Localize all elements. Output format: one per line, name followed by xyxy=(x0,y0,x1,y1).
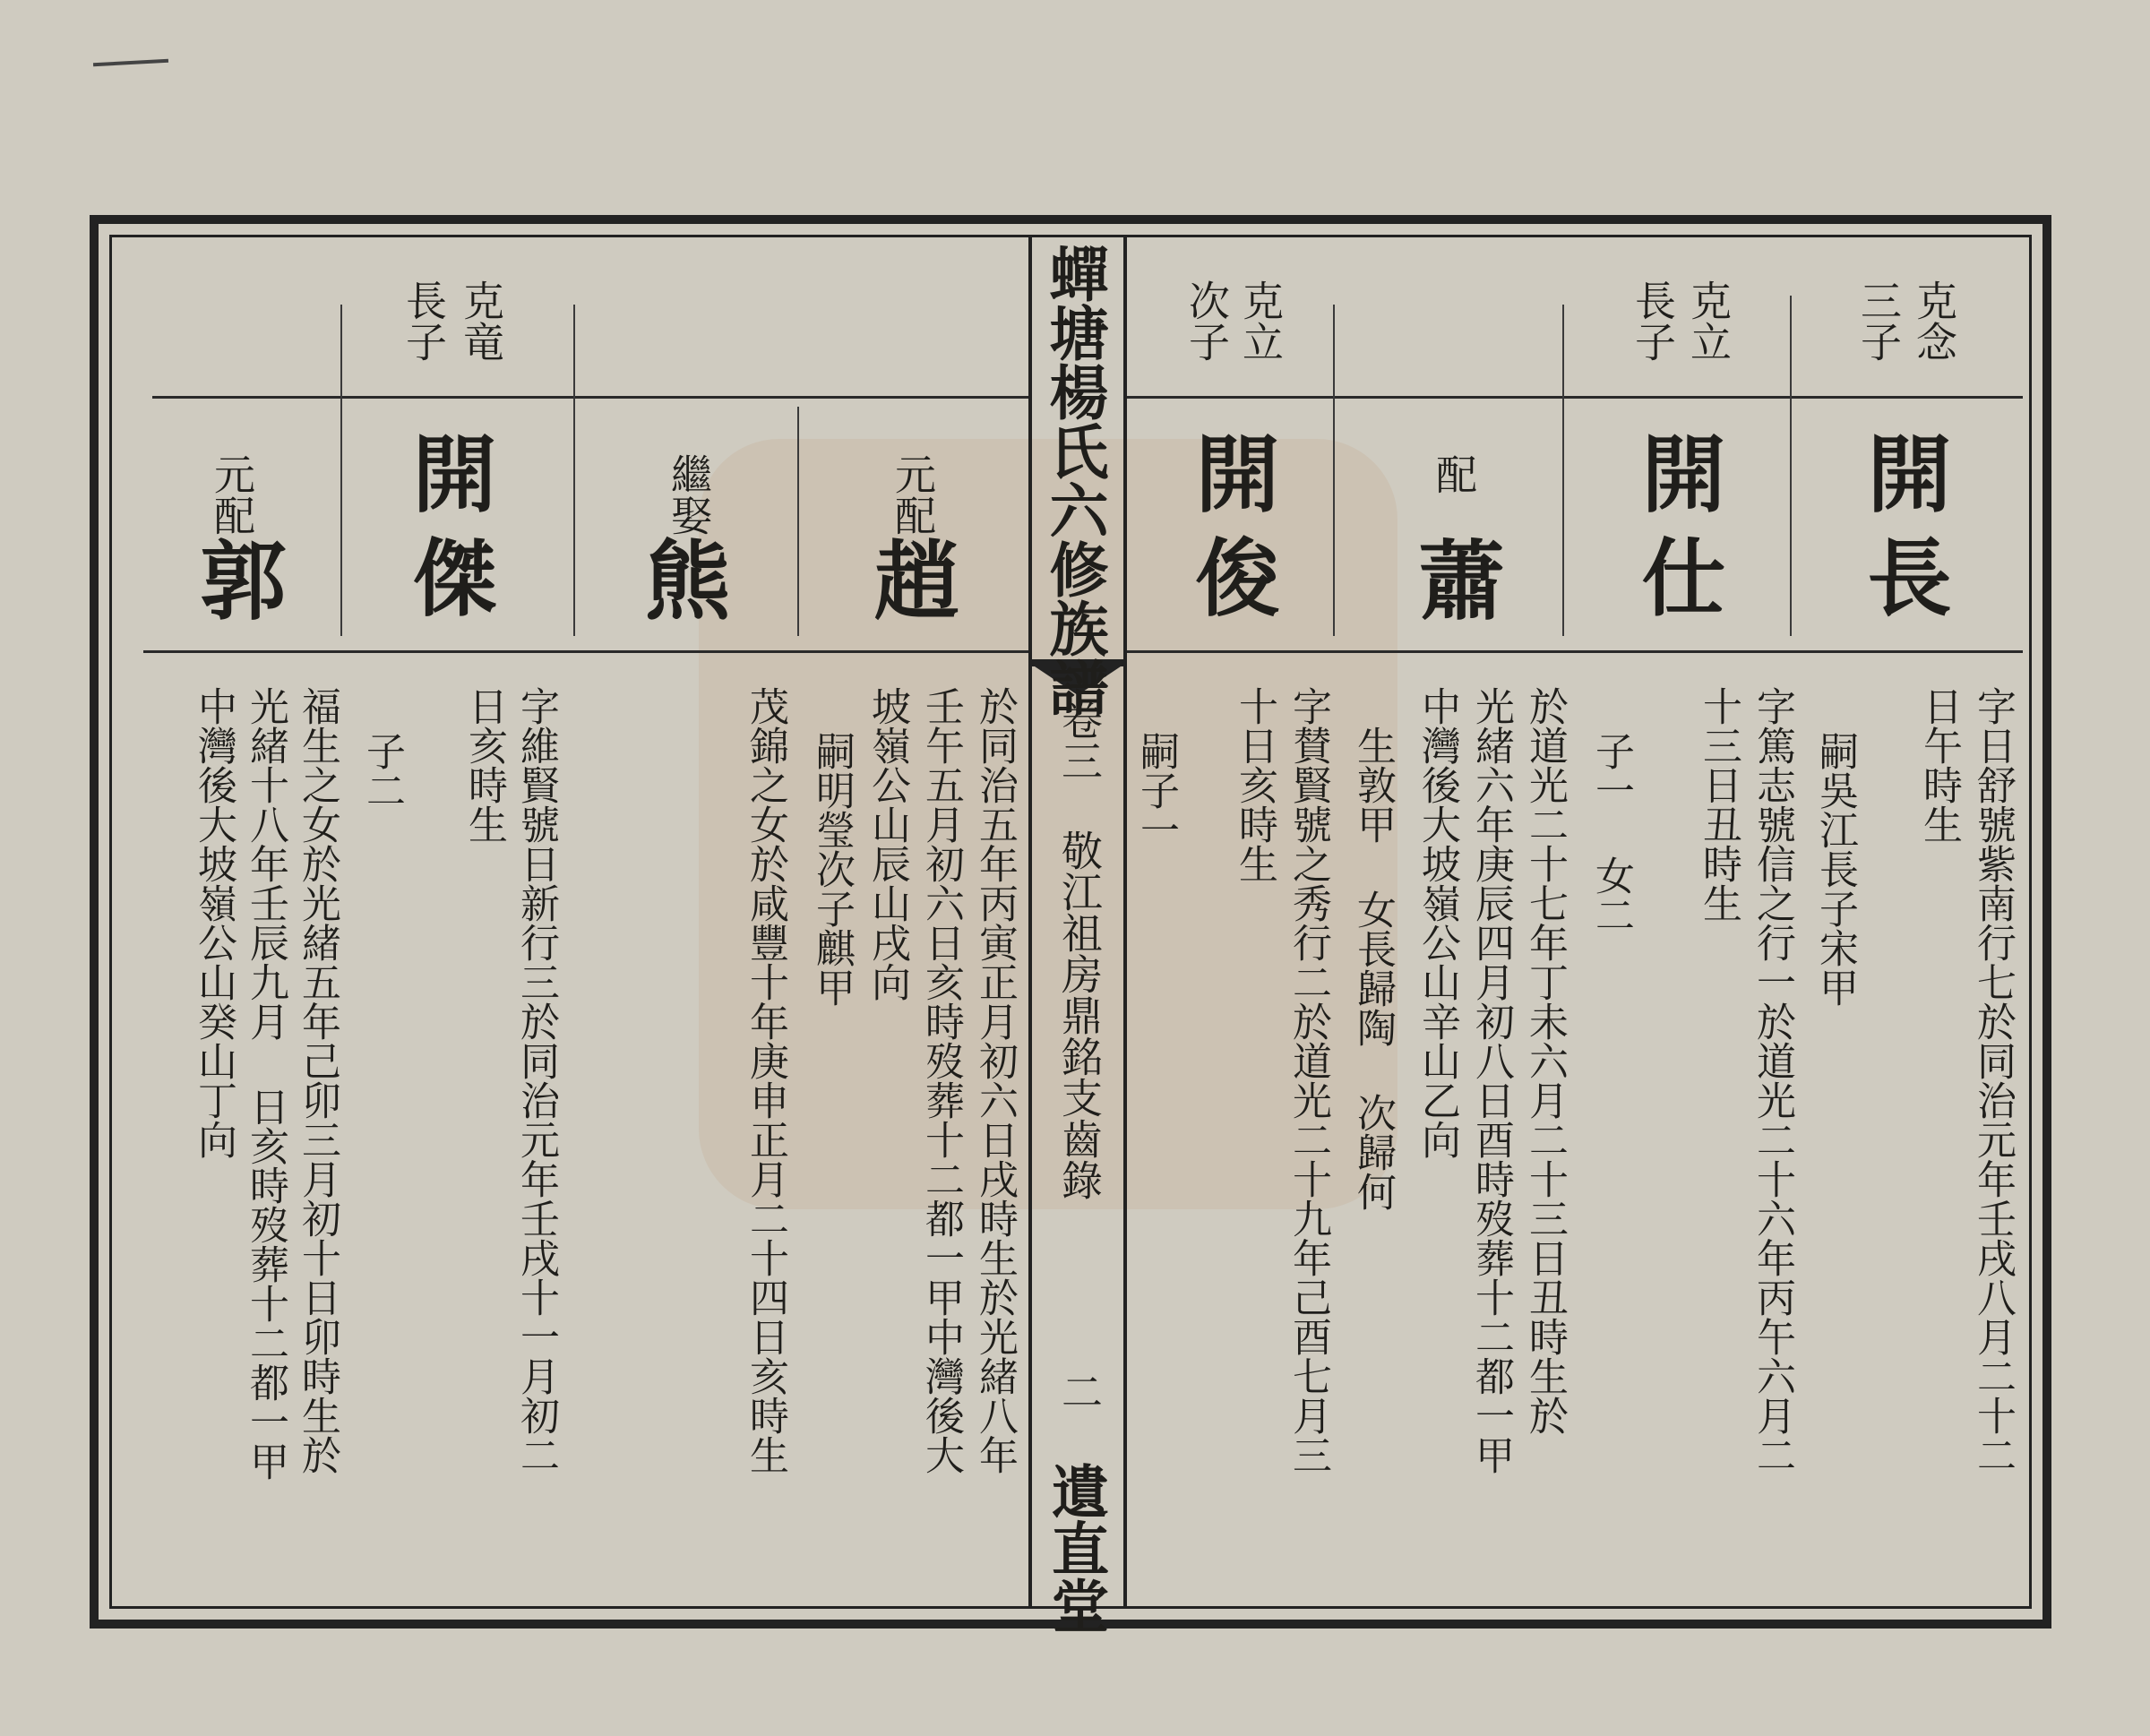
record-line: 子二 xyxy=(359,731,405,810)
record-line: 十三日丑時生 xyxy=(1696,686,1742,923)
record-line: 字賛賢號之秀行二於道光二十九年己酉七月三 xyxy=(1286,686,1331,1474)
section-label: 卷三 敬江祖房鼎銘支齒錄 xyxy=(1055,699,1104,1200)
member-name-kaichang: 開長 xyxy=(1853,430,1951,638)
relation-right-2b: 長子 xyxy=(1629,279,1677,362)
relation-left-1b: 長子 xyxy=(400,279,448,362)
record-line: 嗣子一 xyxy=(1133,731,1179,849)
record-line: 於同治五年丙寅正月初六日戌時生於光緒八年 xyxy=(972,686,1018,1474)
record-line: 於道光二十七年丁未六月二十三日丑時生於 xyxy=(1522,686,1568,1435)
record-line: 坡嶺公山辰山戌向 xyxy=(864,686,910,1001)
spouse-surname-2: 熊 xyxy=(631,536,732,622)
rule-mid-left xyxy=(143,650,1028,653)
spouse-label-2: 繼娶 xyxy=(665,453,713,536)
spouse-label-right-1: 配 xyxy=(1430,453,1478,494)
record-line: 字維賢號日新行三於同治元年壬戌十一月初二 xyxy=(513,686,559,1474)
rule-top-right xyxy=(1127,396,2023,399)
relation-right-3a: 克念 xyxy=(1910,279,1958,362)
record-line: 十日亥時生 xyxy=(1232,686,1277,883)
div-left-3 xyxy=(797,407,799,636)
member-name-kaijie: 開傑 xyxy=(398,430,496,638)
spouse-surname-3: 趙 xyxy=(860,536,961,622)
record-line: 福生之女於光緒五年己卯三月初十日卯時生於 xyxy=(295,686,340,1474)
hall-name: 遺直堂 xyxy=(1042,1462,1109,1634)
record-line: 光緒六年庚辰四月初八日酉時歿葬十二都一甲 xyxy=(1468,686,1514,1474)
corner-mark xyxy=(93,59,168,66)
record-line: 中灣後大坡嶺公山辛山乙向 xyxy=(1415,686,1460,1159)
member-name-kaishi: 開仕 xyxy=(1627,430,1725,638)
div-left-1 xyxy=(340,305,342,636)
record-line: 日亥時生 xyxy=(461,686,507,844)
record-line: 茂錦之女於咸豐十年庚申正月二十四日亥時生 xyxy=(743,686,788,1474)
record-line: 嗣明瑩次子麒甲 xyxy=(809,731,855,1007)
record-line: 日午時生 xyxy=(1916,686,1962,844)
spouse-label-1: 元配 xyxy=(208,453,256,536)
div-right-2 xyxy=(1562,305,1564,636)
relation-right-3b: 三子 xyxy=(1854,279,1903,362)
record-line: 字日舒號紫南行七於同治元年壬戌八月二十二 xyxy=(1970,686,2016,1474)
spouse-surname-right-1: 蕭 xyxy=(1405,536,1506,622)
record-line: 生敦甲 女長歸陶 次歸何 xyxy=(1350,726,1396,1211)
record-line: 中灣後大坡嶺公山癸山丁向 xyxy=(191,686,236,1159)
spouse-surname-1: 郭 xyxy=(186,536,288,622)
record-line: 光緒十八年壬辰九月 日亥時歿葬十二都一甲 xyxy=(243,686,288,1481)
relation-left-1a: 克竜 xyxy=(457,279,505,362)
rule-mid-right xyxy=(1127,650,2023,653)
rule-top-left xyxy=(152,396,1028,399)
relation-right-1b: 次子 xyxy=(1182,279,1231,362)
member-name-kaijun: 開俊 xyxy=(1181,430,1279,638)
record-line: 嗣吳江長子宋甲 xyxy=(1812,731,1858,1007)
div-left-2 xyxy=(573,305,575,636)
relation-right-1a: 克立 xyxy=(1236,279,1285,362)
relation-right-2a: 克立 xyxy=(1684,279,1733,362)
record-line: 字篤志號信之行一於道光二十六年丙午六月二 xyxy=(1750,686,1795,1474)
record-line: 壬午五月初六日亥時歿葬十二都一甲中灣後大 xyxy=(918,686,964,1474)
div-right-3 xyxy=(1790,296,1792,636)
spouse-label-3: 元配 xyxy=(889,453,937,536)
page-number: 二 xyxy=(1055,1371,1104,1412)
book-title: 蟬塘楊氏六修族譜 xyxy=(1039,244,1109,717)
record-line: 子一 女二 xyxy=(1588,731,1634,934)
div-right-1 xyxy=(1333,305,1335,636)
